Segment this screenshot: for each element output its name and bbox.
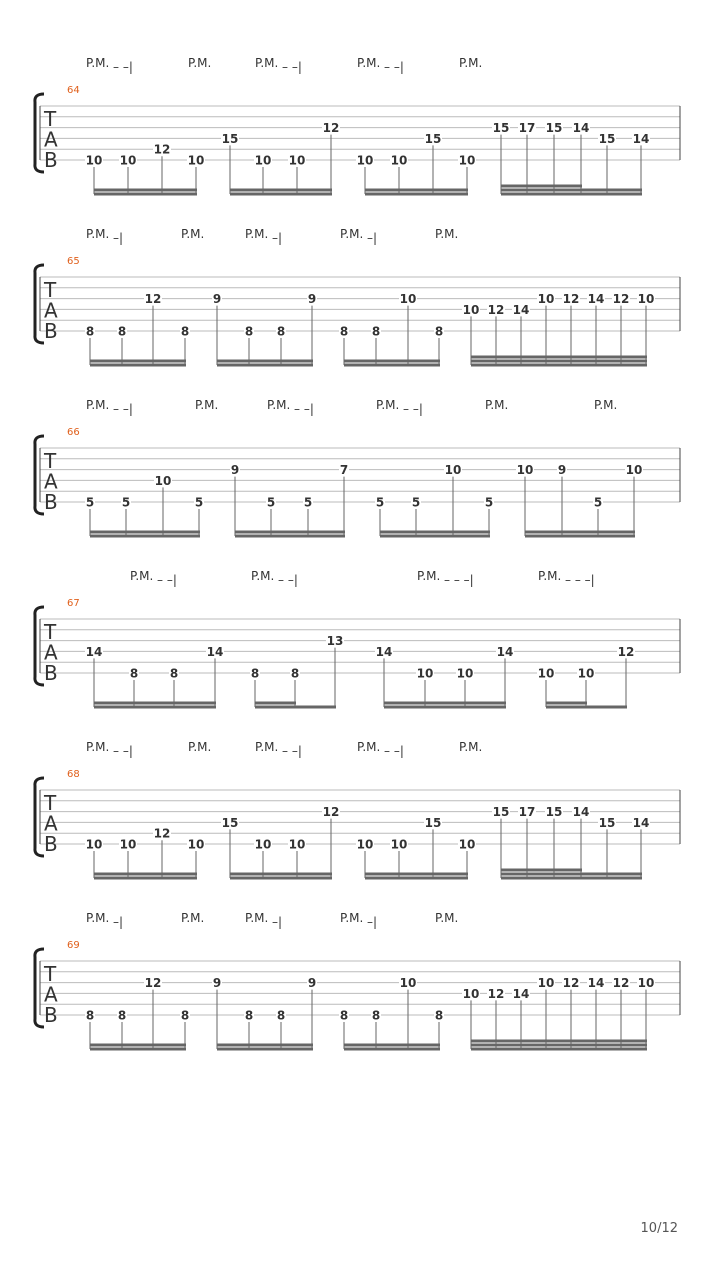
beam — [90, 360, 186, 363]
palm-mute-label: P.M. — [188, 56, 212, 70]
fret-number: 9 — [212, 292, 222, 307]
beam — [365, 873, 468, 876]
tab-staff — [35, 227, 680, 367]
page-number: 10/12 — [640, 1221, 678, 1236]
fret-number: 12 — [144, 292, 162, 307]
fret-number: 12 — [487, 986, 505, 1001]
fret-number: 5 — [484, 495, 494, 510]
fret-number: 10 — [187, 837, 205, 852]
palm-mute-label: P.M. — [459, 56, 483, 70]
tab-staff — [35, 398, 680, 538]
fret-number: 5 — [85, 495, 95, 510]
fret-number: 8 — [434, 1008, 444, 1023]
palm-mute-label: P.M. — [267, 398, 291, 412]
beam — [501, 877, 582, 880]
fret-number: 8 — [276, 1008, 286, 1023]
palm-mute-extension: – –| — [282, 744, 302, 758]
beam — [94, 189, 197, 192]
fret-number: 10 — [119, 153, 137, 168]
fret-number: 12 — [144, 976, 162, 991]
fret-number: 12 — [562, 976, 580, 991]
measure-number: 68 — [67, 769, 80, 780]
beam — [90, 531, 200, 534]
tab-clef-letter: A — [44, 640, 58, 665]
beam — [90, 364, 186, 367]
fret-number: 12 — [562, 292, 580, 307]
fret-number: 10 — [85, 837, 103, 852]
fret-number: 14 — [572, 805, 590, 820]
tab-clef-letter: T — [44, 962, 57, 986]
fret-number: 9 — [212, 976, 222, 991]
beam — [217, 360, 313, 363]
measure-number: 69 — [67, 940, 80, 951]
palm-mute-label: P.M. — [245, 227, 269, 241]
palm-mute-label: P.M. — [130, 569, 154, 583]
fret-number: 10 — [119, 837, 137, 852]
fret-number: 15 — [424, 131, 442, 146]
beam — [230, 193, 332, 196]
tab-clef-letter: B — [44, 661, 58, 685]
palm-mute-label: P.M. — [86, 56, 110, 70]
fret-number: 10 — [637, 976, 655, 991]
palm-mute-extension: – –| — [278, 573, 298, 587]
tab-clef-letter: T — [44, 620, 57, 644]
palm-mute-label: P.M. — [459, 740, 483, 754]
palm-mute-extension: –| — [272, 231, 283, 245]
measure-number: 67 — [67, 598, 80, 609]
fret-number: 12 — [487, 302, 505, 317]
fret-number: 5 — [266, 495, 276, 510]
palm-mute-label: P.M. — [251, 569, 275, 583]
beam — [380, 535, 490, 538]
fret-number: 8 — [85, 1008, 95, 1023]
palm-mute-extension: – –| — [384, 744, 404, 758]
fret-number: 10 — [390, 837, 408, 852]
beam — [230, 189, 332, 192]
palm-mute-extension: –| — [367, 915, 378, 929]
beam — [471, 356, 647, 359]
palm-mute-label: P.M. — [435, 911, 459, 925]
tab-clef-letter: B — [44, 1003, 58, 1027]
palm-mute-extension: –| — [113, 231, 124, 245]
fret-number: 8 — [276, 324, 286, 339]
fret-number: 8 — [250, 666, 260, 681]
palm-mute-extension: –| — [113, 915, 124, 929]
beam — [546, 706, 627, 709]
palm-mute-extension: – – –| — [565, 573, 595, 587]
fret-number: 10 — [458, 837, 476, 852]
beam — [471, 364, 647, 367]
palm-mute-label: P.M. — [86, 911, 110, 925]
fret-number: 5 — [593, 495, 603, 510]
palm-mute-label: P.M. — [538, 569, 562, 583]
beam — [230, 877, 332, 880]
beam — [344, 364, 440, 367]
fret-number: 5 — [375, 495, 385, 510]
tab-clef-letter: B — [44, 832, 58, 856]
beam — [365, 193, 468, 196]
palm-mute-label: P.M. — [188, 740, 212, 754]
tab-staff — [35, 569, 680, 709]
fret-number: 12 — [322, 121, 340, 136]
measure-number: 66 — [67, 427, 80, 438]
tab-clef-letter: A — [44, 982, 58, 1007]
fret-number: 5 — [194, 495, 204, 510]
palm-mute-extension: – –| — [403, 402, 423, 416]
beam — [525, 535, 635, 538]
fret-number: 10 — [625, 463, 643, 478]
fret-number: 14 — [512, 302, 530, 317]
palm-mute-label: P.M. — [376, 398, 400, 412]
palm-mute-extension: – –| — [157, 573, 177, 587]
fret-number: 12 — [612, 976, 630, 991]
fret-number: 8 — [117, 324, 127, 339]
fret-number: 10 — [456, 666, 474, 681]
palm-mute-label: P.M. — [357, 56, 381, 70]
fret-number: 14 — [632, 815, 650, 830]
beam — [525, 531, 635, 534]
tab-staff — [35, 911, 680, 1051]
fret-number: 8 — [339, 1008, 349, 1023]
fret-number: 8 — [434, 324, 444, 339]
fret-number: 9 — [307, 292, 317, 307]
fret-number: 14 — [587, 292, 605, 307]
palm-mute-label: P.M. — [86, 398, 110, 412]
fret-number: 10 — [462, 302, 480, 317]
fret-number: 15 — [598, 131, 616, 146]
fret-number: 10 — [288, 837, 306, 852]
beam — [255, 706, 336, 709]
palm-mute-label: P.M. — [255, 740, 279, 754]
tab-clef-letter: T — [44, 107, 57, 131]
fret-number: 15 — [492, 805, 510, 820]
palm-mute-extension: – –| — [384, 60, 404, 74]
tab-clef-letter: T — [44, 449, 57, 473]
tab-clef-letter: B — [44, 148, 58, 172]
beam — [546, 702, 587, 705]
fret-number: 15 — [598, 815, 616, 830]
fret-number: 10 — [637, 292, 655, 307]
fret-number: 12 — [153, 826, 171, 841]
fret-number: 10 — [85, 153, 103, 168]
fret-number: 8 — [129, 666, 139, 681]
beam — [471, 1044, 647, 1047]
beam — [94, 193, 197, 196]
fret-number: 15 — [545, 121, 563, 136]
palm-mute-extension: – –| — [113, 744, 133, 758]
fret-number: 9 — [307, 976, 317, 991]
fret-number: 15 — [221, 131, 239, 146]
fret-number: 9 — [230, 463, 240, 478]
fret-number: 10 — [390, 153, 408, 168]
beam — [344, 1044, 440, 1047]
beam — [94, 702, 216, 705]
fret-number: 10 — [356, 837, 374, 852]
fret-number: 15 — [424, 815, 442, 830]
fret-number: 10 — [537, 666, 555, 681]
fret-number: 10 — [577, 666, 595, 681]
beam — [217, 1044, 313, 1047]
fret-number: 7 — [339, 463, 349, 478]
palm-mute-label: P.M. — [435, 227, 459, 241]
palm-mute-label: P.M. — [594, 398, 618, 412]
fret-number: 12 — [617, 644, 635, 659]
fret-number: 10 — [254, 837, 272, 852]
fret-number: 5 — [411, 495, 421, 510]
beam — [94, 877, 197, 880]
fret-number: 14 — [512, 986, 530, 1001]
beam — [501, 869, 582, 872]
palm-mute-extension: –| — [272, 915, 283, 929]
fret-number: 14 — [375, 644, 393, 659]
palm-mute-label: P.M. — [195, 398, 219, 412]
fret-number: 15 — [545, 805, 563, 820]
fret-number: 14 — [587, 976, 605, 991]
fret-number: 8 — [180, 1008, 190, 1023]
beam — [90, 1044, 186, 1047]
beam — [365, 189, 468, 192]
fret-number: 8 — [290, 666, 300, 681]
fret-number: 10 — [537, 292, 555, 307]
beam — [501, 873, 582, 876]
beam — [230, 873, 332, 876]
fret-number: 10 — [444, 463, 462, 478]
fret-number: 14 — [632, 131, 650, 146]
beam — [471, 1048, 647, 1051]
fret-number: 10 — [537, 976, 555, 991]
palm-mute-extension: –| — [367, 231, 378, 245]
beam — [344, 1048, 440, 1051]
fret-number: 17 — [518, 121, 536, 136]
fret-number: 10 — [187, 153, 205, 168]
palm-mute-extension: – –| — [282, 60, 302, 74]
fret-number: 13 — [326, 634, 344, 649]
beam — [380, 531, 490, 534]
palm-mute-label: P.M. — [357, 740, 381, 754]
palm-mute-label: P.M. — [181, 227, 205, 241]
fret-number: 10 — [516, 463, 534, 478]
tab-clef-letter: A — [44, 469, 58, 494]
beam — [255, 702, 296, 705]
beam — [471, 1040, 647, 1043]
beam — [365, 877, 468, 880]
beam — [235, 531, 345, 534]
fret-number: 8 — [339, 324, 349, 339]
fret-number: 10 — [154, 473, 172, 488]
fret-number: 14 — [206, 644, 224, 659]
beam — [217, 1048, 313, 1051]
palm-mute-extension: – –| — [113, 60, 133, 74]
tab-clef-letter: T — [44, 791, 57, 815]
palm-mute-extension: – – –| — [444, 573, 474, 587]
fret-number: 8 — [244, 324, 254, 339]
fret-number: 8 — [180, 324, 190, 339]
beam — [94, 873, 197, 876]
beam — [217, 364, 313, 367]
fret-number: 10 — [254, 153, 272, 168]
beam — [384, 706, 506, 709]
fret-number: 10 — [356, 153, 374, 168]
palm-mute-label: P.M. — [417, 569, 441, 583]
palm-mute-label: P.M. — [86, 740, 110, 754]
fret-number: 8 — [244, 1008, 254, 1023]
beam — [471, 360, 647, 363]
beam — [235, 535, 345, 538]
fret-number: 10 — [462, 986, 480, 1001]
beam — [501, 185, 582, 188]
tab-staff — [35, 740, 680, 880]
fret-number: 14 — [85, 644, 103, 659]
fret-number: 8 — [371, 324, 381, 339]
fret-number: 8 — [169, 666, 179, 681]
beam — [501, 189, 582, 192]
fret-number: 5 — [121, 495, 131, 510]
beam — [94, 706, 216, 709]
fret-number: 8 — [85, 324, 95, 339]
fret-number: 12 — [153, 142, 171, 157]
tab-staff — [35, 56, 680, 196]
fret-number: 10 — [416, 666, 434, 681]
palm-mute-label: P.M. — [245, 911, 269, 925]
fret-number: 12 — [322, 805, 340, 820]
fret-number: 10 — [288, 153, 306, 168]
measure-number: 64 — [67, 85, 80, 96]
fret-number: 10 — [399, 292, 417, 307]
beam — [90, 1048, 186, 1051]
measure-number: 65 — [67, 256, 80, 267]
palm-mute-label: P.M. — [255, 56, 279, 70]
tab-clef-letter: A — [44, 298, 58, 323]
tab-clef-letter: B — [44, 490, 58, 514]
palm-mute-label: P.M. — [86, 227, 110, 241]
fret-number: 15 — [492, 121, 510, 136]
fret-number: 8 — [117, 1008, 127, 1023]
palm-mute-label: P.M. — [485, 398, 509, 412]
palm-mute-label: P.M. — [340, 227, 364, 241]
palm-mute-extension: – –| — [294, 402, 314, 416]
fret-number: 12 — [612, 292, 630, 307]
tab-clef-letter: A — [44, 811, 58, 836]
fret-number: 15 — [221, 815, 239, 830]
fret-number: 10 — [458, 153, 476, 168]
palm-mute-extension: – –| — [113, 402, 133, 416]
beam — [384, 702, 506, 705]
tab-clef-letter: B — [44, 319, 58, 343]
fret-number: 9 — [557, 463, 567, 478]
beam — [90, 535, 200, 538]
fret-number: 10 — [399, 976, 417, 991]
beam — [344, 360, 440, 363]
tab-clef-letter: T — [44, 278, 57, 302]
fret-number: 5 — [303, 495, 313, 510]
fret-number: 8 — [371, 1008, 381, 1023]
palm-mute-label: P.M. — [340, 911, 364, 925]
tab-clef-letter: A — [44, 127, 58, 152]
fret-number: 17 — [518, 805, 536, 820]
fret-number: 14 — [496, 644, 514, 659]
beam — [501, 193, 582, 196]
fret-number: 14 — [572, 121, 590, 136]
palm-mute-label: P.M. — [181, 911, 205, 925]
